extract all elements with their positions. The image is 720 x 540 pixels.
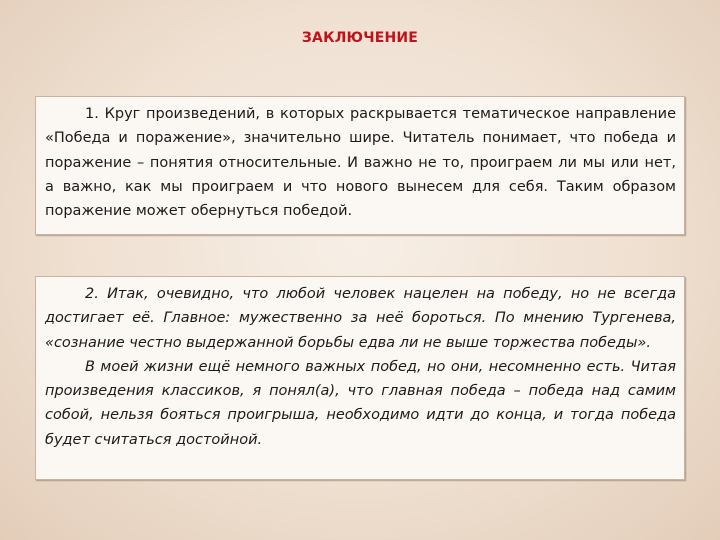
paragraph-3: В моей жизни ещё немного важных побед, но они, несомненно есть. Читая произведения классиков, я понял(а), что главная победа – победа над самим собой, нельзя бояться проигрыша, необходимо идти до конца, и тогда победа будет считаться достойной. bbox=[45, 358, 676, 448]
paragraph-1: 1. Круг произведений, в которых раскрывается тематическое направление «Победа и поражение», значительно шире. Читатель понимает, что победа и поражение – понятия относительные. И важно не то, проиграем ли мы или нет, а важно, как мы проиграем и что нового вынесем для себя. Таким образом поражение может обернуться победой. bbox=[45, 106, 676, 220]
text-block-2 bbox=[35, 276, 685, 480]
slide-title: ЗАКЛЮЧЕНИЕ bbox=[301, 30, 419, 46]
paragraph-2: 2. Итак, очевидно, что любой человек нацелен на победу, но не всегда достигает её. Главное: мужественно за неё бороться. По мнению Тургенева, «сознание честно выдержанной борьбы едва ли не выше торжества победы». bbox=[45, 286, 676, 351]
text-block-1 bbox=[35, 96, 685, 235]
